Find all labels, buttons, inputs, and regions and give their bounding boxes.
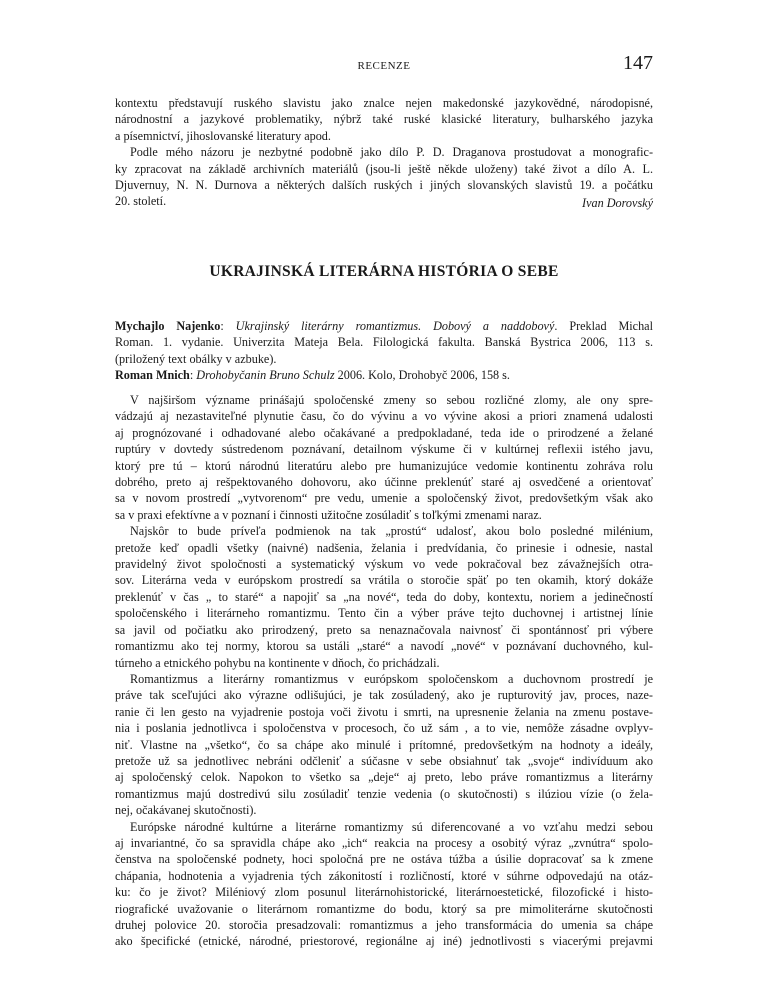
body-line: túrneho a etnického pohybu na kontinente v dňoch, čo prichádzali. — [115, 655, 440, 670]
reference-author: Mychajlo Najenko — [115, 319, 221, 333]
text-line: kontextu představují ruského slavistu jako znalce nejen makedonské jazykovědné, národopisné, — [115, 96, 653, 110]
body-line: sa v novom prostredí „vytvorenom“ pre vedu, umenie a spoločenský život, predovšetkým však ako — [115, 491, 653, 506]
review-signature: Ivan Dorovský — [582, 196, 653, 210]
reference-author: Roman Mnich — [115, 368, 190, 383]
body-line: V najširšom význame prinášajú spoločenské zmeny so sebou rozličné zlomy, ale ony spre- — [130, 393, 653, 407]
body-line: práve tak sceľujúci ako výrazne odlišujúci, je tak zosúladený, ako je rupturovitý jav, proces, naze- — [115, 688, 653, 703]
text-line: Podle mého názoru je nezbytné podobně jako dílo P. D. Draganova prostudovat a monografic- — [130, 145, 653, 160]
body-line: aj spoločenský celok. Napokon to všetko sa „deje“ aj preto, lebo práve romantizmus a literárny — [115, 770, 653, 785]
body-line: preklenúť v čas „ to staré“ a napojiť sa „na nové“, teda do doby, kontextu, noriem a jedinečností — [115, 589, 653, 604]
page-number: 147 — [623, 52, 653, 74]
reference-title: Ukrajinský literárny romantizmus. Dobový a naddobový — [235, 319, 555, 333]
reference-line: Roman. 1. vydanie. Univerzita Mateja Bela. Filologická fakulta. Banská Bystrica 2006, 113 s. — [115, 335, 653, 350]
review-conclusion — [115, 95, 653, 210]
text-line: Djuvernuy, N. N. Durnova a některých dalších ruských i jiných slovanských slavistů 19. a počátku — [115, 178, 653, 193]
body-line: niť. Vlastne na „všetko“, čo sa chápe ako minulé i prítomné, predovšetkým na hodnoty a ideály, — [115, 737, 653, 752]
body-line: Najskôr to bude príveľa podmienok na tak „prostú“ udalosť, akou bolo posledné milénium, — [130, 524, 653, 539]
body-line: druhej polovice 20. storočia presadzovali: romantizmus a jeho transformácia do umenia sa chápe — [115, 918, 653, 932]
body-line: romantizmus majú dostredivú silu zosúladiť tenzie vedenia (o skutočnosti) s ilúziou vízie (o žela- — [115, 786, 653, 801]
body-line: dobrého, preto aj rešpektovaného dohovoru, ako účinne preklenúť staré aj osvedčené a orientovať — [115, 475, 653, 490]
body-line: ako špecifické (etnické, národné, priestorové, regionálne aj iné) jednotlivosti s viacerými prejavmi — [115, 934, 653, 949]
body-line: riografické uvažovanie o literárnom romantizme do bodu, ktorý sa pre mimoliterárne skutočnosti — [115, 901, 653, 916]
text-line: 20. století. — [115, 194, 167, 209]
body-line: sov. Literárna veda v európskom prostredí sa vrátila o storočie späť po ten okamih, ktorý dokáže — [115, 573, 653, 588]
body-line: ruptúry v dovtedy sústredenom poznávaní, detailnom výskume či v kultúrnej reflexii istého javu, — [115, 442, 653, 457]
reference-details: 2006. Kolo, Drohobyč 2006, 158 s. — [334, 368, 510, 383]
text-line: národnostní a jazykové problematiky, nýbrž také ruské klasické literatury, bulharského jazyka — [115, 112, 653, 127]
body-line: aj prognózované i odhadované alebo očakávané a predpokladané, teda ide o prirodzené a želané — [115, 425, 653, 440]
body-line: vádzajú aj nezastaviteľné plynutie času, čo do vývinu a vo vývine akosi a priori znamená udalosti — [115, 409, 653, 424]
reference-line: Mychajlo Najenko: Ukrajinský literárny romantizmus. Dobový a naddobový. Preklad Michal — [115, 319, 653, 333]
body-line: nia i poslania jednotlivca i spoločenstva v procesoch, čo už sám , a to vie, nemôže zásadne ovplyv- — [115, 721, 653, 736]
text-line: a písemnictví, jihoslovanské literatury apod. — [115, 128, 331, 143]
section-title: RECENZE — [357, 60, 411, 72]
reference-title: Drohobyčanin Bruno Schulz — [196, 368, 335, 383]
article-title: UKRAJINSKÁ LITERÁRNA HISTÓRIA O SEBE — [209, 263, 559, 280]
reference-line: Roman Mnich: Drohobyčanin Bruno Schulz 2006. Kolo, Drohobyč 2006, 158 s. — [115, 368, 510, 383]
body-line: ku: čo je život? Miléniový zlom posunul literárnohistorické, literárnoestetické, filozofické i histo- — [115, 885, 653, 900]
reviewed-works — [115, 318, 653, 384]
body-line: Európske národné kultúrne a literárne romantizmy sú diferencované a vo vzťahu medzi sebou — [130, 819, 653, 834]
article-body — [115, 392, 653, 950]
body-line: čenstva na spoločenské podnety, hoci spoločná pre ne ostáva túžba a úsilie dopracovať sa k zmene — [115, 852, 653, 867]
reference-details: . Preklad Michal — [554, 319, 653, 333]
body-line: nej, očakávanej skutočnosti). — [115, 803, 257, 818]
running-header — [115, 52, 653, 78]
body-line: ranie či len gesto na vyjadrenie postoja voči životu i smrti, na upresnenie želania na zmenu postave- — [115, 704, 653, 719]
body-line: sa javil od počiatku ako prirodzený, preto sa nenaznačovala naivnosť či spontánnosť pri výbere — [115, 622, 653, 637]
body-line: sa v praxi efektívne a v poznaní i činnosti užitočne zosúladiť s toľkými zmenami naraz. — [115, 507, 542, 522]
body-line: pretože keď opadli všetky (naivné) nadšenia, želania i predvídania, čo prinesie i odnesie, nastal — [115, 540, 653, 555]
text-line: ky zpracovat na základě archivních materiálů (jsou-li ještě někde uloženy) také život a dílo A. L. — [115, 161, 653, 176]
body-line: ktorý pre tú – ktorú národnú literatúru alebo pre humanizujúce vedomie kontinentu zohráva rolu — [115, 458, 653, 473]
body-line: pravidelný život spoločnosti a systematický výskum vo vede pokračoval bez závažnejších otra- — [115, 557, 653, 572]
body-line: aj invariantné, čo sa spravidla chápe ako „ich“ reakcia na procesy a osobitý výraz „zvnútra“ spolo- — [115, 835, 653, 850]
body-line: romantizmu ako tej normy, ktorou sa ustáli „staré“ a navodí „nové“ v poznávaní duchovného, kul- — [115, 639, 653, 654]
reference-line: (priložený text obálky v azbuke). — [115, 351, 277, 366]
body-line: spoločenského i literárneho romantizmu. Tento čin a výber práve tejto duchovnej i artistnej línie — [115, 606, 653, 621]
body-line: Romantizmus a literárny romantizmus v európskom spoločenskom a duchovnom prostredí je — [130, 671, 653, 686]
body-line: chápania, hodnotenia a vyjadrenia tých zákonitostí i rozličností, ktoré v súhrne odpovedajú na otáz- — [115, 868, 653, 883]
body-line: pretože už sa jednotlivec nebráni odčleniť a súčasne v sebe obsiahnuť tak „svoje“ indivíduum ako — [115, 753, 653, 768]
